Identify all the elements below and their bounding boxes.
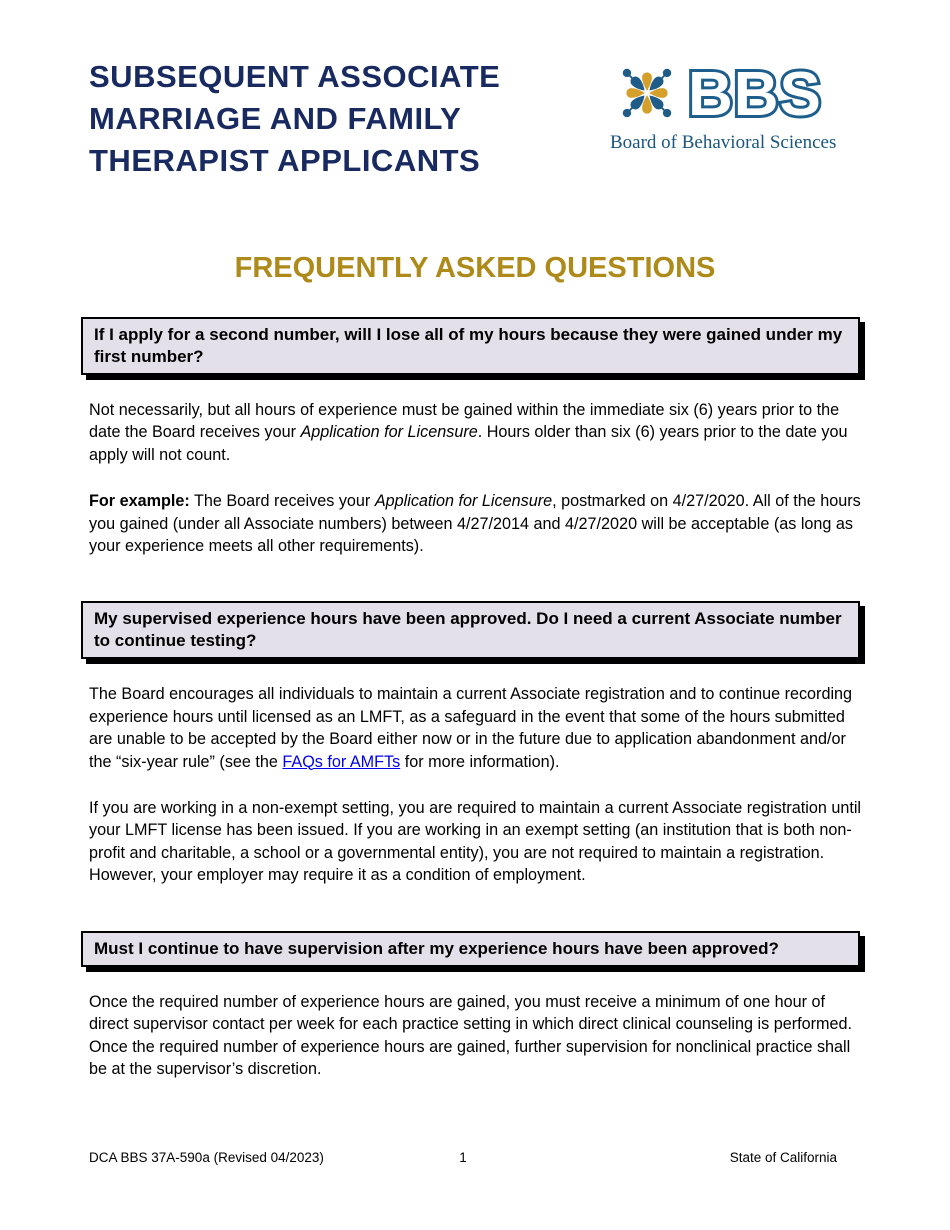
answer-paragraph [89,490,864,557]
bbs-logo [610,58,850,154]
footer-document-number: DCA BBS 37A-590a (Revised 04/2023) [89,1150,324,1165]
text-segment: The Board encourages all individuals to maintain a current Associate registration and to continue recording experience hours until licensed as an LMFT, as a safeguard in the event that some of the hours submitted are unable to be accepted by the Board either now or in the future due to application abandonment and/or the “six-year rule” (see the [89,685,853,771]
bold-text-segment: For example: [89,492,190,511]
text-segment: Once the required number of experience hours are gained, you must receive a minimum of one hour of direct supervisor contact per week for each practice setting in which direct clinical counseling is performed. Once the required number of experience hours are gained, further supervision for nonclinical practice shall be at the supervisor’s discretion. [89,992,852,1078]
starburst-molecule-icon [610,58,684,128]
document-body [0,317,864,1080]
footer-page-number: 1 [459,1150,467,1165]
text-segment: , postmarked on 4/27/2020. All of the hours you gained (under all Associate numbers) between 4/27/2014 and 4/27/2020 will be acceptable (as long as your experience meets all other requirements). [89,492,861,556]
question-box-3: Must I continue to have supervision after my experience hours have been approved? [81,931,860,967]
question-box-2: My supervised experience hours have been approved. Do I need a current Associate number to continue testing? [81,601,860,659]
text-segment: The Board receives your [189,492,375,511]
text-segment: . Hours older than six (6) years prior to the date you apply will not count. [89,423,848,464]
document-title [89,56,500,182]
text-segment: Not necessarily, but all hours of experience must be gained within the immediate six (6) years prior to the date the Board receives your [89,401,840,442]
text-segment: for more information). [400,752,560,771]
faq-heading: FREQUENTLY ASKED QUESTIONS [234,252,716,284]
answer-paragraph [89,399,864,466]
document-footer [0,1150,950,1165]
document-header [0,56,950,182]
italic-text-segment: Application for Licensure [374,492,553,511]
answer-paragraph [89,991,864,1081]
bbs-tagline: Board of Behavioral Sciences [610,132,837,153]
answer-paragraph [89,683,864,773]
title-line-3: THERAPIST APPLICANTS [89,143,481,178]
title-line-1: SUBSEQUENT ASSOCIATE [89,59,501,94]
bbs-logo-top [610,58,850,128]
footer-state: State of California [729,1150,837,1165]
title-line-2: MARRIAGE AND FAMILY [89,101,462,136]
faqs-for-amfts-link[interactable]: FAQs for AMFTs [282,752,401,771]
text-segment: If you are working in a non-exempt setting, you are required to maintain a current Associate registration until your LMFT license has been issued. If you are working in an exempt setting (an institution that is both non-profit and charitable, a school or a governmental entity), you are not required to maintain a registration. However, your employer may require it as a condition of employment. [89,799,862,885]
answer-paragraph [89,797,864,887]
svg-text:BBS: BBS [688,62,822,124]
question-box-1: If I apply for a second number, will I lose all of my hours because they were gained under my first number? [81,317,860,375]
italic-text-segment: Application for Licensure [300,423,478,442]
bbs-acronym [688,62,850,124]
